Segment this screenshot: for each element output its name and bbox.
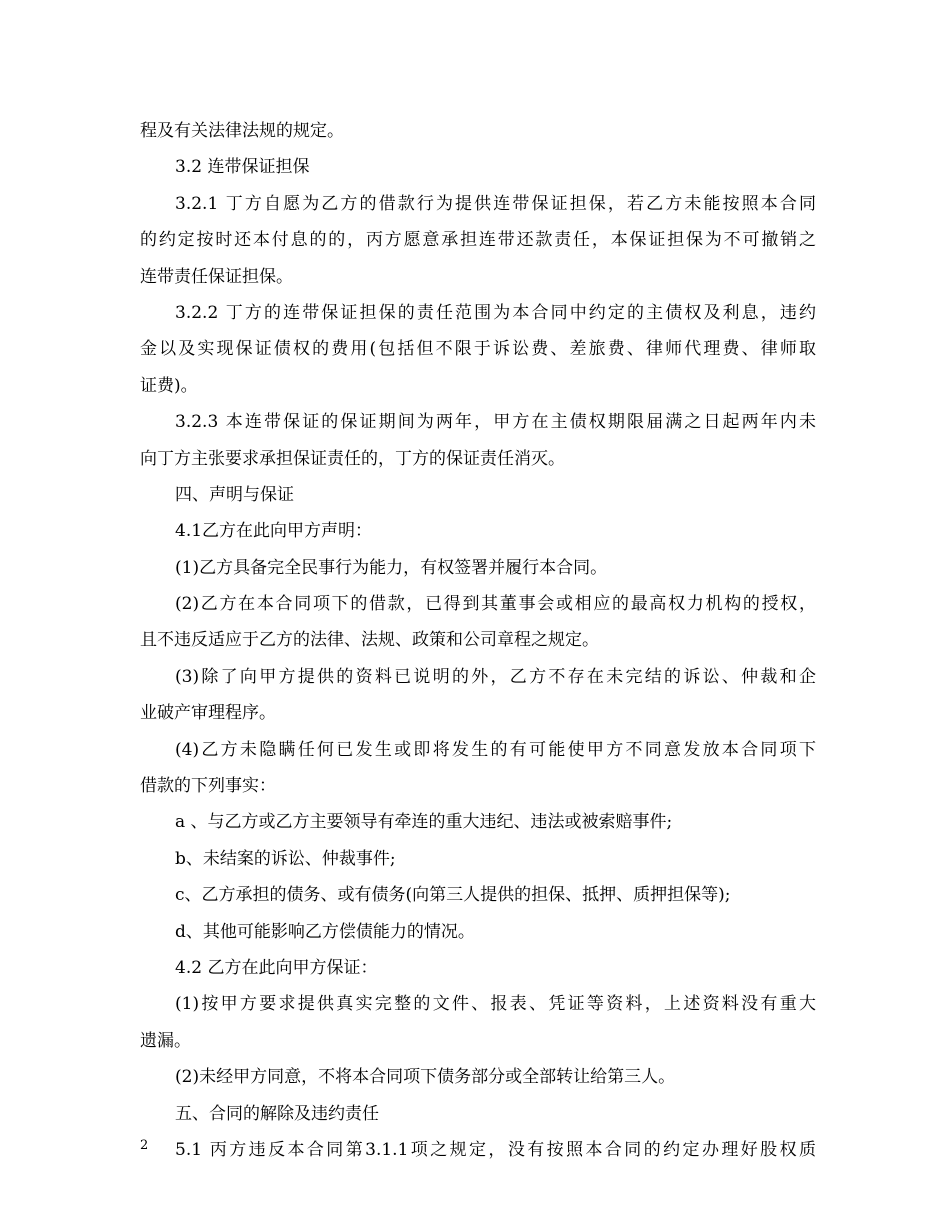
- text-line: 证费)。: [140, 375, 198, 396]
- text-line: 4.1乙方在此向甲方声明：: [175, 521, 373, 542]
- text-line: 的约定按时还本付息的的，丙方愿意承担连带还款责任，本保证担保为不可撤销之: [140, 230, 816, 251]
- text-line: 五、合同的解除及违约责任: [175, 1103, 379, 1124]
- text-line: 连带责任保证担保。: [140, 266, 293, 287]
- text-line: 3.2 连带保证担保: [175, 157, 310, 178]
- text-line: 金以及实现保证债权的费用(包括但不限于诉讼费、差旅费、律师代理费、律师取: [140, 339, 816, 360]
- text-line: 且不违反适应于乙方的法律、法规、政策和公司章程之规定。: [140, 630, 599, 651]
- text-line: 借款的下列事实：: [140, 776, 276, 797]
- text-line: d、其他可能影响乙方偿债能力的情况。: [175, 921, 475, 942]
- text-line: (2)乙方在本合同项下的借款，已得到其董事会或相应的最高权力机构的授权，: [175, 594, 816, 615]
- text-line: 3.2.2 丁方的连带保证担保的责任范围为本合同中约定的主债权及利息，违约: [175, 302, 816, 323]
- text-line: 业破产审理程序。: [140, 703, 276, 724]
- text-line: 5.1 丙方违反本合同第3.1.1项之规定，没有按照本合同的约定办理好股权质: [175, 1139, 816, 1160]
- text-line: 四、声明与保证: [175, 484, 294, 505]
- text-line: 3.2.1 丁方自愿为乙方的借款行为提供连带保证担保，若乙方未能按照本合同: [175, 193, 816, 214]
- text-line: (4)乙方未隐瞒任何已发生或即将发生的有可能使甲方不同意发放本合同项下: [175, 739, 816, 760]
- text-line: b、未结案的诉讼、仲裁事件;: [175, 848, 396, 869]
- text-line: (1)乙方具备完全民事行为能力，有权签署并履行本合同。: [175, 557, 608, 578]
- text-line: 4.2 乙方在此向甲方保证：: [175, 957, 378, 978]
- document-body: [140, 113, 816, 1168]
- text-line: 程及有关法律法规的规定。: [140, 121, 344, 141]
- text-line: 向丁方主张要求承担保证责任的，丁方的保证责任消灭。: [140, 448, 565, 469]
- text-line: a 、与乙方或乙方主要领导有牵连的重大违纪、违法或被索赔事件;: [175, 812, 673, 833]
- text-line: (2)未经甲方同意，不将本合同项下债务部分或全部转让给第三人。: [175, 1067, 676, 1088]
- text-line: c、乙方承担的债务、或有债务(向第三人提供的担保、抵押、质押担保等);: [175, 885, 731, 906]
- text-line: 3.2.3 本连带保证的保证期间为两年，甲方在主债权期限届满之日起两年内未: [175, 412, 816, 433]
- text-line: 遗漏。: [140, 1030, 191, 1051]
- page-number: 2: [140, 1138, 149, 1153]
- text-line: (1)按甲方要求提供真实完整的文件、报表、凭证等资料，上述资料没有重大: [175, 994, 816, 1015]
- text-line: (3)除了向甲方提供的资料已说明的外，乙方不存在未完结的诉讼、仲裁和企: [175, 666, 816, 687]
